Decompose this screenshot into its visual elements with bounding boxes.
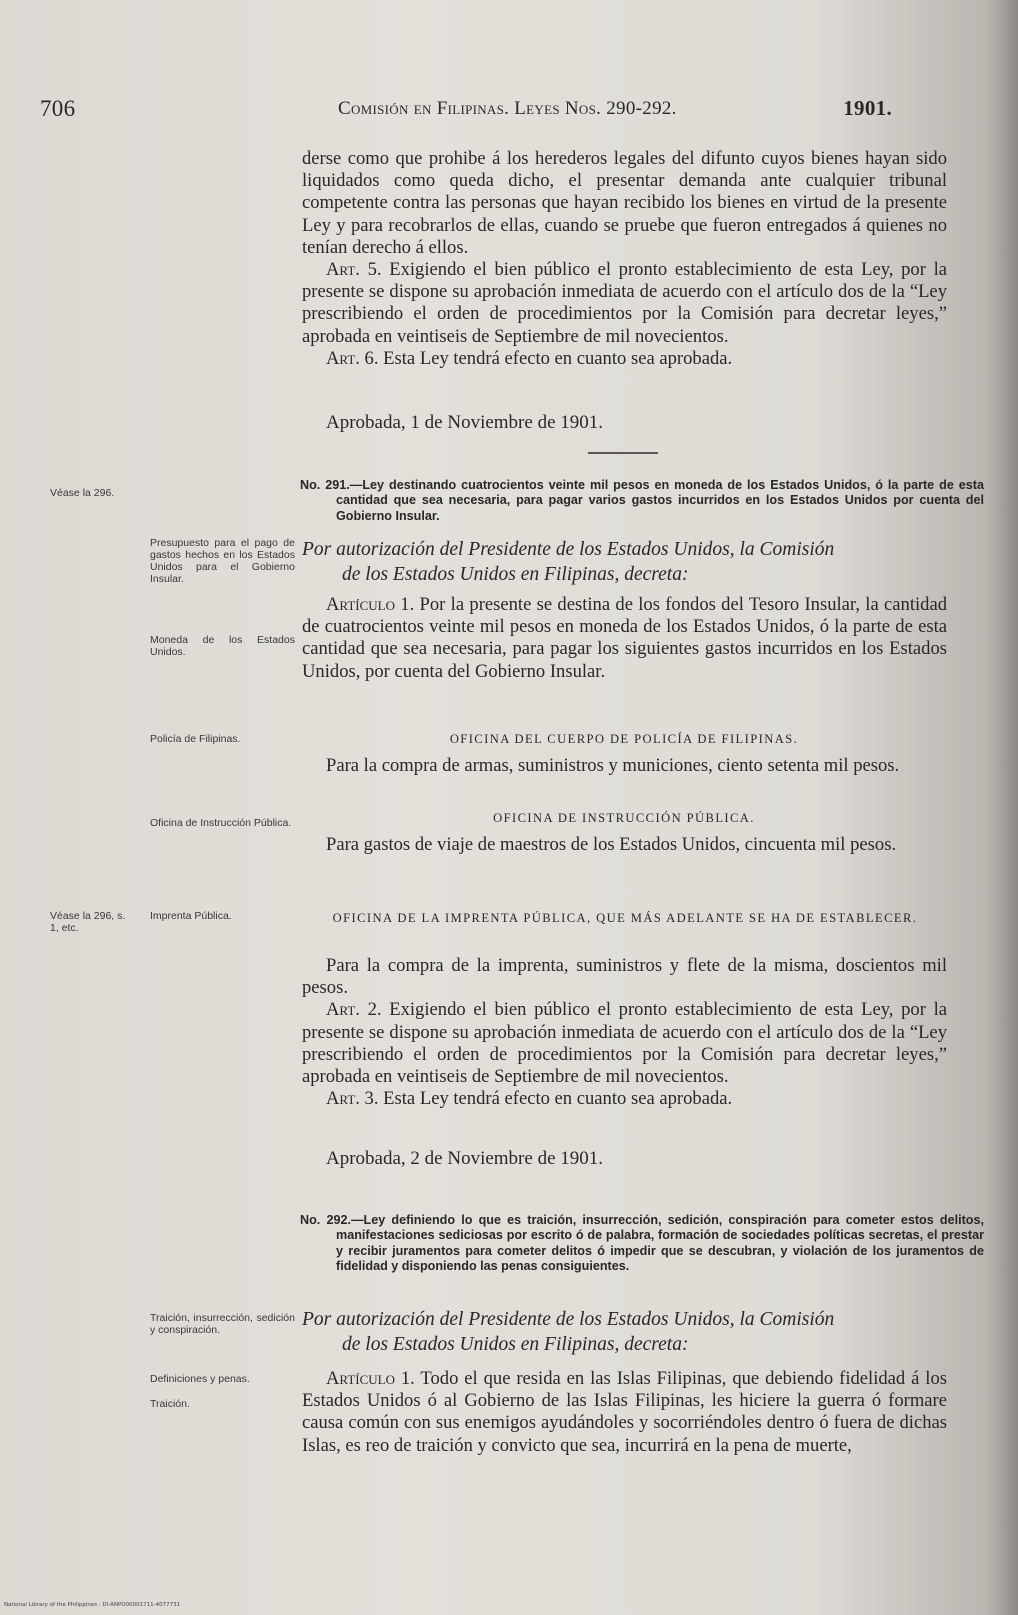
art6-text: Esta Ley tendrá efecto en cuanto sea aprobada. — [383, 347, 733, 369]
office-instruction-text-block — [302, 834, 947, 856]
scan-footer: National Library of the Philippines · DI-ANPO00001711-4077731 — [4, 1602, 181, 1608]
office-instruction-heading: OFICINA DE INSTRUCCIÓN PÚBLICA. — [493, 811, 755, 825]
decree-line-1: Por autorización del Presidente de los Estados Unidos, la Comisión — [302, 1309, 835, 1330]
page-number: 706 — [40, 96, 76, 121]
art2-label: Art. 2. — [326, 999, 382, 1021]
page-header — [40, 96, 900, 126]
law-292-title: No. 292.—Ley definiendo lo que es traición, insurrección, sedición, conspiración para cometer estos delitos, manifestaciones sediciosas por escrito ó de palabra, formación de sociedades políticas secretas, el prestar y recibir juramentos para cometer delitos ó impedir que se descubran, y violación de los juramentos de fidelidad y disponiendo las penas consiguientes. — [300, 1213, 984, 1274]
approved-date-290: Aprobada, 1 de Noviembre de 1901. — [326, 412, 604, 433]
art3-label: Art. 3. — [326, 1088, 379, 1110]
law-291-art1 — [302, 594, 947, 683]
margin-note: Oficina de Instrucción Pública. — [150, 817, 292, 829]
running-title: Comisión en Filipinas. Leyes Nos. 290-292. — [338, 98, 677, 119]
margin-reference: Véase la 296, s. 1, etc. — [50, 910, 126, 934]
office-instruction-text: Para gastos de viaje de maestros de los Estados Unidos, cincuenta mil pesos. — [326, 834, 897, 855]
art1-text: Todo el que resida en las Islas Filipinas, que debiendo fidelidad á los Estados Unidos ó al Gobierno de las Islas Filipinas, les hiciere la guerra ó formare causa común con sus enemigos ayudándoles y socorriéndoles dentro ó fuera de dichas Islas, es reo de traición y convicto que sea, incurrirá en la pena de muerte, — [302, 1368, 947, 1456]
art6-paragraph — [302, 348, 947, 370]
law-291-decree — [302, 537, 947, 587]
law290-continuation — [302, 148, 947, 370]
art1-label: Artículo 1. — [326, 1368, 415, 1389]
art3-text: Esta Ley tendrá efecto en cuanto sea aprobada. — [383, 1088, 733, 1110]
art5-text: Exigiendo el bien público el pronto establecimiento de esta Ley, por la presente se dispone su aprobación inmediata de acuerdo con el artículo dos de la “Ley prescribiendo el orden de procedimientos por la Comisión para decretar leyes,” aprobada en veintiseis de Septiembre de mil novecientos. — [302, 259, 947, 347]
decree-line-2: de los Estados Unidos en Filipinas, decreta: — [342, 564, 689, 585]
art5-label: Art. 5. — [326, 259, 382, 281]
margin-note: Traición. — [150, 1398, 190, 1410]
decree-line-2: de los Estados Unidos en Filipinas, decreta: — [342, 1334, 689, 1355]
margin-note: Definiciones y penas. — [150, 1373, 250, 1385]
continuation-paragraph: derse como que prohibe á los herederos legales del difunto cuyos bienes hayan sido liquidados como queda dicho, el presentar demanda ante cualquier tribunal competente contra las personas que hayan recibido los bienes en virtud de la presente Ley y para recobrarlos de ellas, cuando se pruebe que fueron entregados á quienes no tenían derecho á ellos. — [302, 148, 947, 258]
decree-line-1: Por autorización del Presidente de los Estados Unidos, la Comisión — [302, 539, 835, 560]
margin-note: Imprenta Pública. — [150, 910, 232, 922]
office-police-heading: OFICINA DEL CUERPO DE POLICÍA DE FILIPINAS. — [449, 732, 799, 746]
office-printing-text: Para la compra de la imprenta, suministros y flete de la misma, doscientos mil pesos. — [302, 955, 947, 999]
header-year: 1901. — [843, 96, 892, 120]
margin-reference: Véase la 296. — [50, 487, 115, 499]
art3-paragraph — [302, 1088, 947, 1110]
law-292-art1 — [302, 1368, 947, 1457]
art6-label: Art. 6. — [326, 347, 379, 369]
art2-paragraph — [302, 999, 947, 1088]
office-police-text-block — [302, 755, 947, 777]
margin-note: Traición, insurrección, sedición y conspiración. — [150, 1312, 295, 1336]
art1-text: Por la presente se destina de los fondos del Tesoro Insular, la cantidad de cuatrocientos veinte mil pesos en moneda de los Estados Unidos, ó la parte de esta cantidad que sea necesaria, para pagar los siguientes gastos incurridos en los Estados Unidos, por cuenta del Gobierno Insular. — [302, 594, 947, 682]
art5-paragraph — [302, 259, 947, 348]
art2-text: Exigiendo el bien público el pronto establecimiento de esta Ley, por la presente se dispone su aprobación inmediata de acuerdo con el artículo dos de la “Ley prescribiendo el orden de procedimientos por la Comisión para decretar leyes,” aprobada en veintiseis de Septiembre de mil novecientos. — [302, 999, 947, 1088]
art1-paragraph — [302, 594, 947, 683]
art1-paragraph — [302, 1368, 947, 1457]
office-printing-heading: OFICINA DE LA IMPRENTA PÚBLICA, QUE MÁS ADELANTE SE HA DE ESTABLECER. — [332, 911, 918, 925]
office-police-text: Para la compra de armas, suministros y municiones, ciento setenta mil pesos. — [326, 755, 900, 776]
approved-date-291: Aprobada, 2 de Noviembre de 1901. — [326, 1148, 604, 1169]
art1-label: Artículo 1. — [326, 594, 415, 615]
margin-note: Policía de Filipinas. — [150, 733, 241, 745]
margin-note: Presupuesto para el pago de gastos hechos en los Estados Unidos para el Gobierno Insular. — [150, 537, 295, 585]
section-divider — [588, 452, 658, 454]
margin-note: Moneda de los Estados Unidos. — [150, 634, 295, 658]
law-292-decree — [302, 1307, 947, 1357]
office-printing-text-block — [302, 955, 947, 1110]
law-291-title: No. 291.—Ley destinando cuatrocientos veinte mil pesos en moneda de los Estados Unidos, ó la parte de esta cantidad que sea necesaria, para pagar varios gastos incurridos en los Estados Unidos por cuenta del Gobierno Insular. — [300, 478, 984, 523]
